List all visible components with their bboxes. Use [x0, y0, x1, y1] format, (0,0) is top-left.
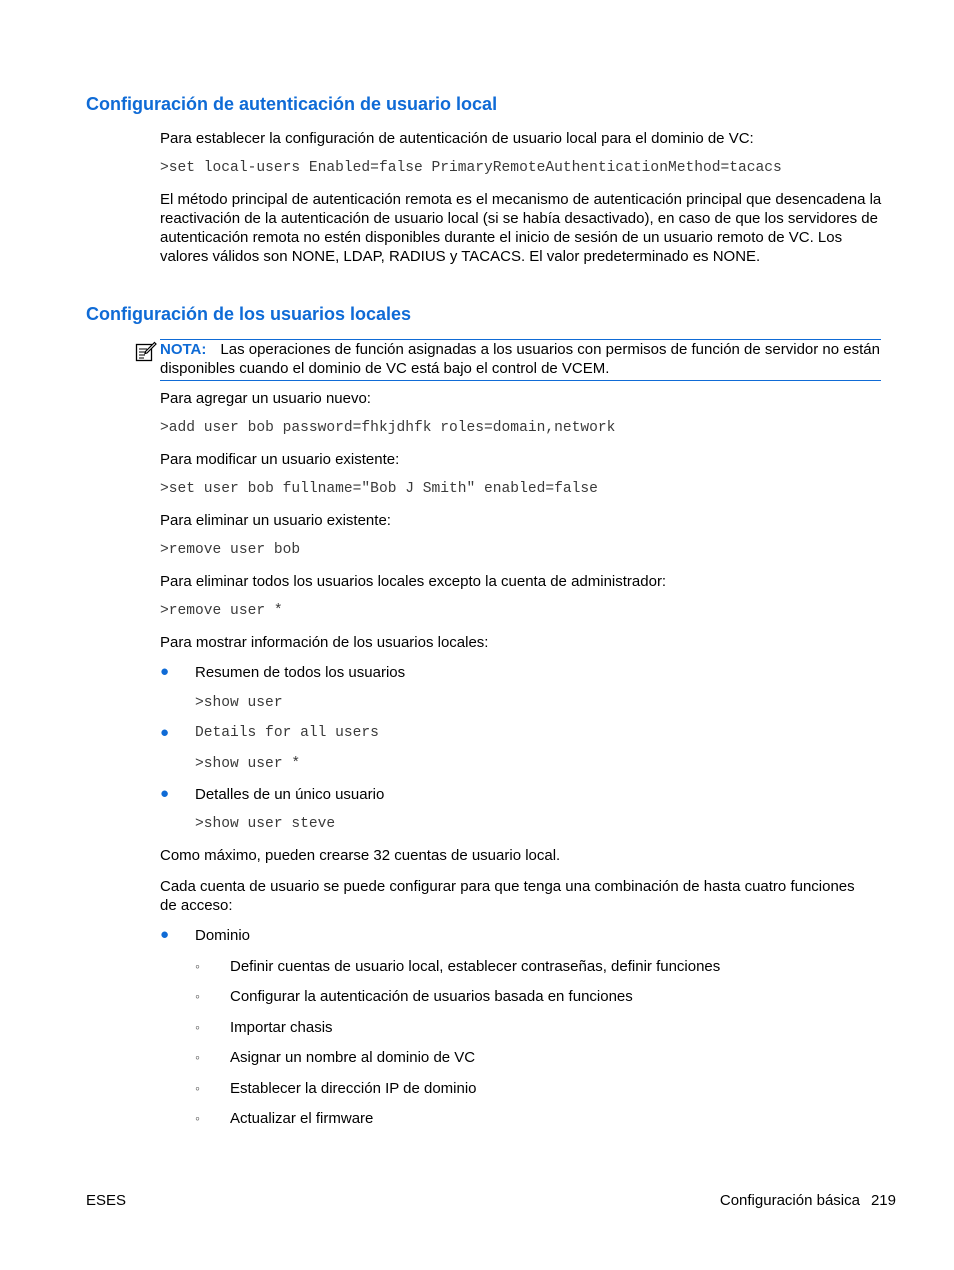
paragraph-add-user: Para agregar un usuario nuevo:	[160, 390, 371, 407]
paragraph-show-users: Para mostrar información de los usuarios locales:	[160, 634, 489, 651]
sub-item-domain-function: Actualizar el firmware	[230, 1110, 374, 1127]
list-item-show-summary: Resumen de todos los usuarios	[195, 664, 406, 681]
sub-bullet-icon: ◦	[195, 1019, 200, 1035]
code-add-user: >add user bob password=fhkjdhfk roles=domain,network	[160, 420, 616, 436]
paragraph-local-auth-intro: Para establecer la configuración de autenticación de usuario local para el dominio de VC:	[160, 130, 754, 147]
paragraph-roles-intro: Cada cuenta de usuario se puede configurar para que tenga una combinación de hasta cuatro funciones de acceso:	[160, 878, 855, 914]
code-show-user-steve: >show user steve	[195, 816, 336, 832]
sub-bullet-icon: ◦	[195, 1049, 200, 1065]
sub-bullet-icon: ◦	[195, 988, 200, 1004]
list-item-role-domain: Dominio	[195, 927, 251, 944]
code-show-user-all: >show user *	[195, 756, 301, 772]
section-heading-local-users: Configuración de los usuarios locales	[86, 304, 412, 324]
note-label: NOTA:	[160, 341, 207, 358]
note-body: Las operaciones de función asignadas a los usuarios con permisos de función de servidor no están disponibles cuando el dominio de VC está bajo el control de VCEM.	[160, 341, 880, 377]
code-remove-user: >remove user bob	[160, 542, 301, 558]
bullet-icon: ●	[160, 926, 170, 943]
paragraph-max-accounts: Como máximo, pueden crearse 32 cuentas de usuario local.	[160, 847, 561, 864]
bullet-icon: ●	[160, 724, 170, 741]
code-show-user: >show user	[195, 695, 283, 711]
sub-item-domain-function: Establecer la dirección IP de dominio	[230, 1080, 477, 1097]
list-item-show-details: Details for all users	[195, 725, 379, 741]
bullet-icon: ●	[160, 663, 170, 680]
sub-bullet-icon: ◦	[195, 1080, 200, 1096]
sub-item-domain-function: Configurar la autenticación de usuarios basada en funciones	[230, 988, 633, 1005]
note-text	[160, 340, 881, 378]
paragraph-modify-user: Para modificar un usuario existente:	[160, 451, 400, 468]
footer-page-info	[720, 1192, 896, 1209]
code-remove-all: >remove user *	[160, 603, 283, 619]
note-box	[160, 339, 881, 381]
note-icon	[135, 341, 157, 367]
sub-item-domain-function: Definir cuentas de usuario local, establecer contraseñas, definir funciones	[230, 958, 721, 975]
paragraph-remove-user: Para eliminar un usuario existente:	[160, 512, 391, 529]
footer-section-title: Configuración básica	[719, 1192, 860, 1209]
code-modify-user: >set user bob fullname="Bob J Smith" enabled=false	[160, 481, 598, 497]
footer-locale: ESES	[86, 1192, 127, 1209]
paragraph-remove-all: Para eliminar todos los usuarios locales excepto la cuenta de administrador:	[160, 573, 667, 590]
code-set-local-users: >set local-users Enabled=false PrimaryRemoteAuthenticationMethod=tacacs	[160, 160, 782, 176]
sub-bullet-icon: ◦	[195, 958, 200, 974]
section-heading-local-auth: Configuración de autenticación de usuario local	[86, 94, 498, 114]
sub-bullet-icon: ◦	[195, 1110, 200, 1126]
footer-page-number: 219	[870, 1192, 896, 1209]
sub-item-domain-function: Asignar un nombre al dominio de VC	[230, 1049, 476, 1066]
paragraph-local-auth-description: El método principal de autenticación remota es el mecanismo de autenticación principal que desencadena la reactivación de la autenticación de usuario local (si se había desactivado), en caso de que los servidores de autenticación remota no estén disponibles durante el inicio de sesión de un usuario remoto de VC. Los valores válidos son NONE, LDAP, RADIUS y TACACS. El valor predeterminado es NONE.	[160, 191, 882, 265]
bullet-icon: ●	[160, 785, 170, 802]
sub-item-domain-function: Importar chasis	[230, 1019, 333, 1036]
list-item-show-single: Detalles de un único usuario	[195, 786, 385, 803]
